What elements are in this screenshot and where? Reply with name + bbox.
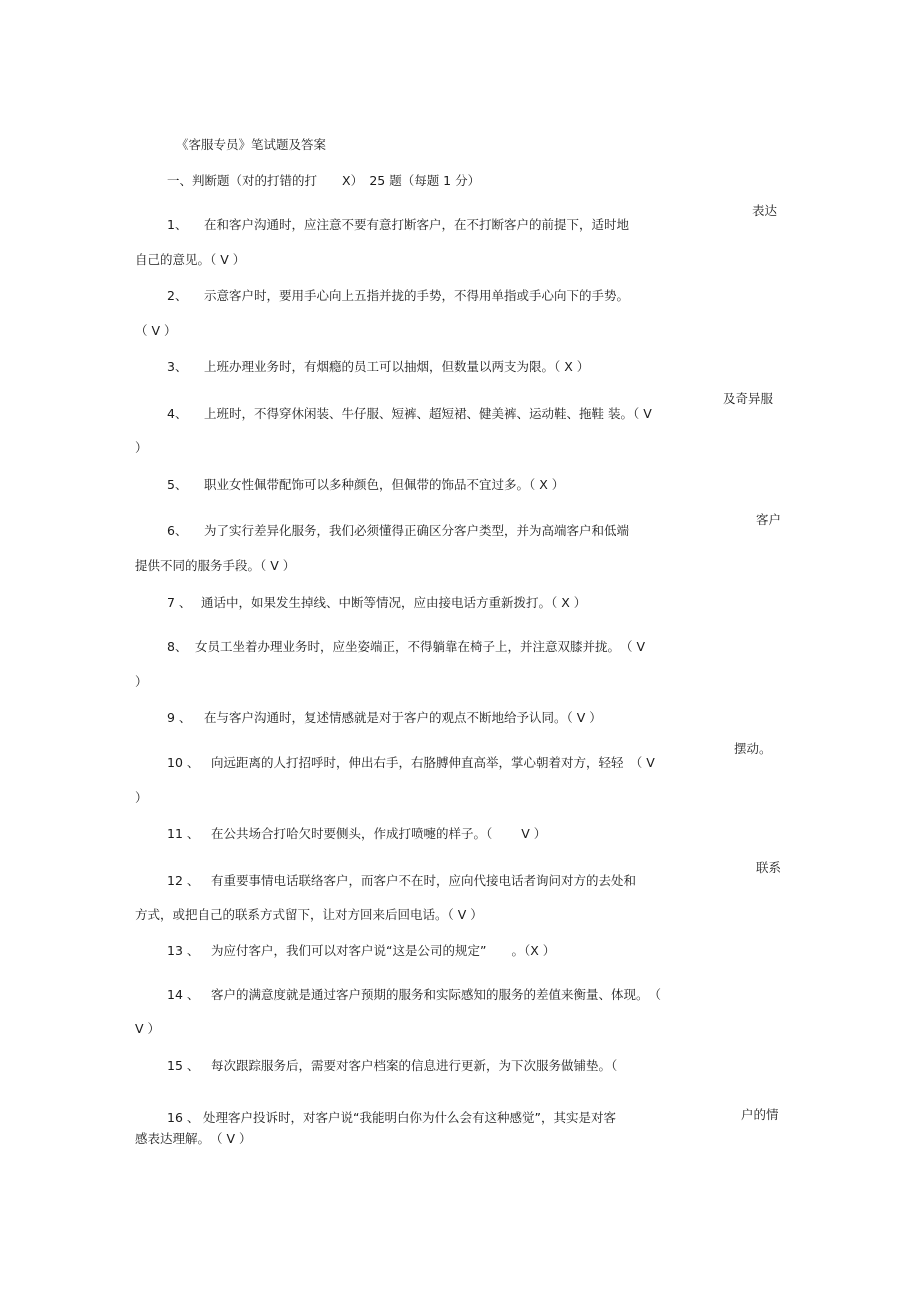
q15-number: 15 、 [167,1058,200,1073]
q4-text: 上班时，不得穿休闲装、牛仔服、短裤、超短裙、健美裤、运动鞋、拖鞋 装。（ V [204,406,652,421]
q11-text: 在公共场合打哈欠时要侧头，作成打喷嚏的样子。（ V ） [211,826,547,841]
q6-margin-note: 客户 [756,512,782,527]
q6-continuation: 提供不同的服务手段。（ V ） [135,558,296,573]
q16-continuation: 感表达理解。 （ V ） [135,1131,252,1146]
q12-number: 12 、 [167,873,200,888]
q9-number: 9 、 [167,710,192,725]
q10-continuation: ） [135,790,148,805]
document-title: 《客服专员》笔试题及答案 [176,137,327,152]
q14-continuation: V ） [135,1021,161,1036]
q6-text: 为了实行差异化服务，我们必须懂得正确区分客户类型，并为高端客户和低端 [204,523,630,538]
q1-continuation: 自己的意见。（ V ） [135,252,246,267]
q8-continuation: ） [135,674,148,689]
q7-number: 7 、 [167,595,192,610]
q6-number: 6、 [167,523,188,538]
q10-margin-note: 摆动。 [734,741,772,756]
q9-text: 在与客户沟通时，复述情感就是对于客户的观点不断地给予认同。（ V ） [204,710,602,725]
q2-number: 2、 [167,288,188,303]
q15-text: 每次跟踪服务后，需要对客户档案的信息进行更新，为下次服务做铺垫。（ [211,1058,618,1073]
q1-margin-note: 表达 [752,203,778,218]
q12-continuation: 方式，或把自己的联系方式留下，让对方回来后回电话。（ V ） [135,907,483,922]
q16-margin-note: 户的情 [741,1107,779,1122]
q3-number: 3、 [167,359,188,374]
q5-number: 5、 [167,477,188,492]
q1-number: 1、 [167,217,188,232]
q13-number: 13 、 [167,943,200,958]
q7-text: 通话中，如果发生掉线、中断等情况，应由接电话方重新拨打。（ X ） [201,595,587,610]
q5-text: 职业女性佩带配饰可以多种颜色，但佩带的饰品不宜过多。（ X ） [204,477,565,492]
q10-text: 向远距离的人打招呼时，伸出右手，右胳膊伸直高举，掌心朝着对方，轻轻 （ V [211,755,655,770]
q8-text: 女员工坐着办理业务时，应坐姿端正，不得躺靠在椅子上，并注意双膝并拢。 （ V [195,639,646,654]
q10-number: 10 、 [167,755,200,770]
q14-text: 客户的满意度就是通过客户预期的服务和实际感知的服务的差值来衡量、体现。 （ [211,987,662,1002]
q4-continuation: ） [135,440,148,455]
q16-text: 处理客户投诉时，对客户说“我能明白你为什么会有这种感觉”，其实是对客 [203,1110,616,1125]
q13-text: 为应付客户，我们可以对客户说“这是公司的规定” 。（X ） [211,943,556,958]
q12-text: 有重要事情电话联络客户，而客户不在时，应向代接电话者询问对方的去处和 [211,873,637,888]
q4-margin-note: 及奇异服 [723,391,774,406]
section-heading: 一、判断题（对的打错的打 X） 25 题（每题 1 分） [167,173,481,188]
q2-continuation: （ V ） [135,323,177,338]
q2-text: 示意客户时，要用手心向上五指并拢的手势，不得用单指或手心向下的手势。 [204,288,630,303]
q14-number: 14 、 [167,987,200,1002]
q11-number: 11 、 [167,826,200,841]
q12-margin-note: 联系 [756,860,782,875]
q8-number: 8、 [167,639,188,654]
q1-text: 在和客户沟通时，应注意不要有意打断客户，在不打断客户的前提下，适时地 [204,217,630,232]
q4-number: 4、 [167,406,188,421]
q16-number: 16 、 [167,1110,200,1125]
q3-text: 上班办理业务时，有烟瘾的员工可以抽烟，但数量以两支为限。（ X ） [204,359,590,374]
